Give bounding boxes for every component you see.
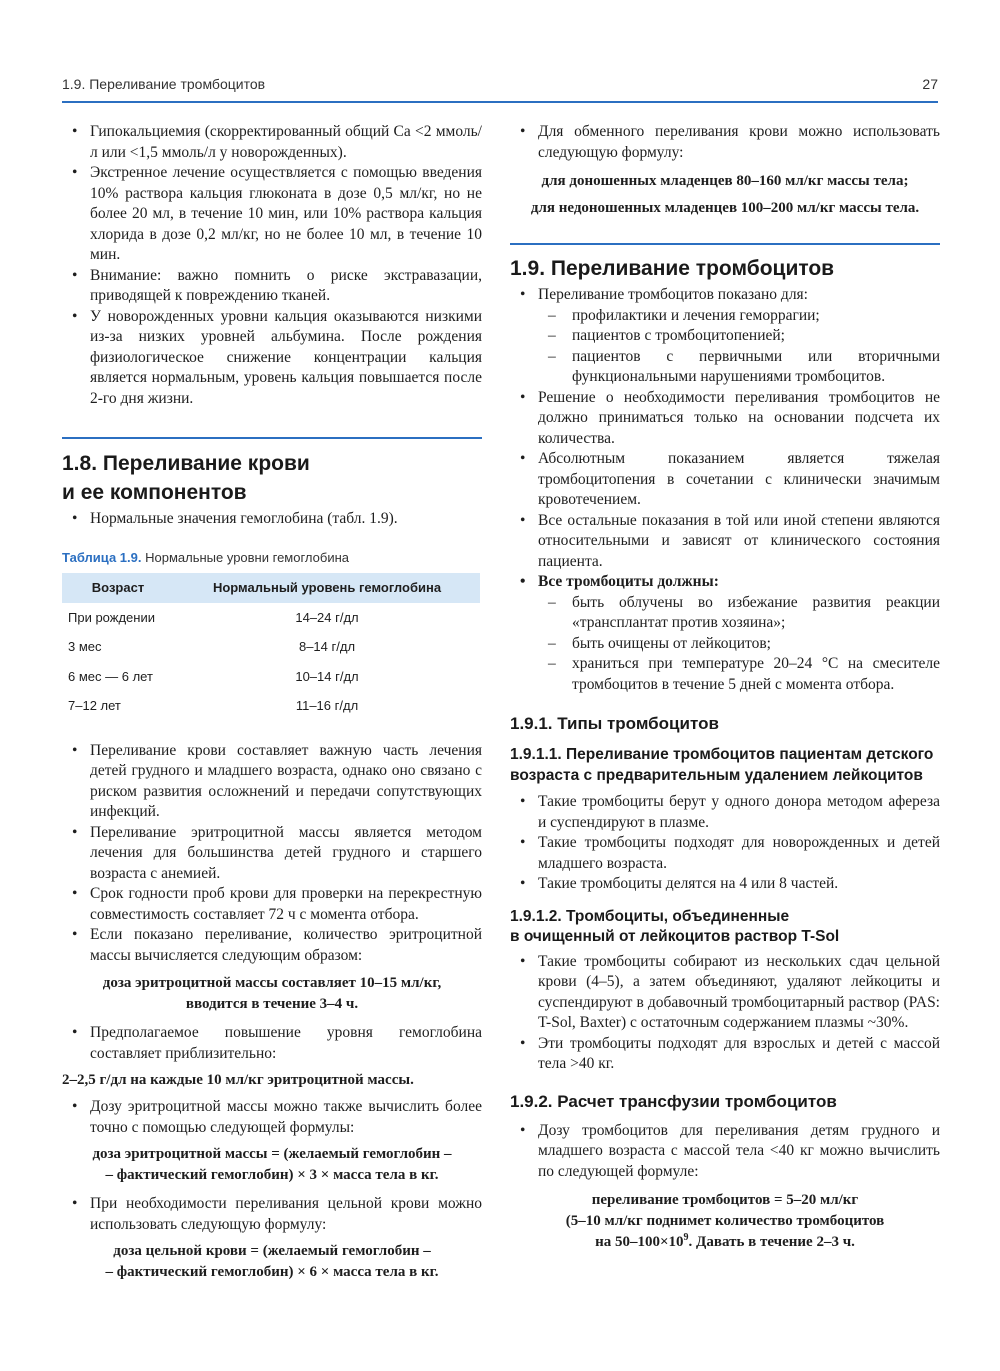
hemoglobin-table xyxy=(62,573,480,721)
section-rule xyxy=(62,437,482,439)
indicated-bullet xyxy=(510,285,940,306)
increase-bullet xyxy=(62,1023,482,1064)
table-header-cell: Возраст xyxy=(62,573,174,603)
page-number: 27 xyxy=(922,76,938,92)
formula-platelets xyxy=(510,1190,940,1253)
list-item: – пациентов с первичными или вторичными функциональными нарушениями тромбоцитов. xyxy=(510,347,940,388)
formula-line: вводится в течение 3–4 ч. xyxy=(185,996,359,1012)
section-title-line2: и ее компонентов xyxy=(62,481,247,504)
list-item: • Такие тромбоциты делятся на 4 или 8 частей. xyxy=(510,874,940,895)
list-item: • Все тромбоциты должны: xyxy=(510,572,940,593)
list-item: • Переливание тромбоцитов показано для: xyxy=(510,285,940,306)
formula-line: переливание тромбоцитов = 5–20 мл/кг xyxy=(591,1192,859,1208)
list-item: – профилактики и лечения геморрагии; xyxy=(510,306,940,327)
formula-part: . Давать в течение 2–3 ч. xyxy=(688,1234,855,1250)
list-item: – быть очищены от лейкоцитов; xyxy=(510,634,940,655)
formula-line: доза цельной крови = (желаемый гемоглобин – xyxy=(113,1243,431,1259)
subsection-line: 1.9.1.2. Тромбоциты, объединенные xyxy=(510,907,790,925)
list-item: • Эти тромбоциты подходят для взрослых и детей с массой тела >40 кг. xyxy=(510,1034,940,1075)
table-cell: 7–12 лет xyxy=(68,698,121,714)
transfusion-bullets xyxy=(62,741,482,967)
list-item: • У новорожденных уровни кальция оказываются низкими из-за низких уровней альбумина. После рождения физиологическое снижение концентрации кальция является нормальным, уровень кальция повышается после 2-го дня жизни. xyxy=(62,307,482,410)
list-item: • Такие тромбоциты берут у одного донора методом афереза и суспендируют в плазме. xyxy=(510,792,940,833)
table-cell: 8–14 г/дл xyxy=(298,639,356,655)
list-item: • Решение о необходимости переливания тромбоцитов не должно приниматься только на основании подсчета их количества. xyxy=(510,388,940,450)
list-item: • Дозу эритроцитной массы можно также вычислить более точно с помощью следующей формулы: xyxy=(62,1097,482,1138)
formula-rbc-dose xyxy=(62,973,482,1015)
formula-whole-blood xyxy=(62,1241,482,1283)
list-item: • При необходимости переливания цельной крови можно использовать следующую формулу: xyxy=(62,1194,482,1235)
exchange-bullet xyxy=(510,122,940,163)
table-row xyxy=(62,691,480,721)
running-title: 1.9. Переливание тромбоцитов xyxy=(62,76,266,92)
left-column xyxy=(62,122,482,1283)
list-item: – пациентов с тромбоцитопенией; xyxy=(510,326,940,347)
list-item: • Экстренное лечение осуществляется с помощью введения 10% раствора кальция глюконата в дозе 0,5 мл/кг, но не более 20 мл, в течение 10 мин, или 10% раствора кальция хлорида в дозе 0,2 мл/кг, но не более 10 мл, в течение 10 мин. xyxy=(62,163,482,266)
subsection-calc: 1.9.2. Расчет трансфузии тромбоцитов xyxy=(510,1091,837,1111)
right-column xyxy=(510,122,940,1253)
table-cell: 14–24 г/дл xyxy=(295,609,359,625)
table-header-row xyxy=(62,573,480,603)
indicated-dash-list xyxy=(510,306,940,388)
subsection-types: 1.9.1. Типы тромбоцитов xyxy=(510,714,719,733)
table-caption-text: Нормальные уровни гемоглобина xyxy=(141,549,349,565)
formula-line: 2–2,5 г/дл на каждые 10 мл/кг эритроцитной массы. xyxy=(62,1072,414,1088)
list-item: • Абсолютным показанием является тяжелая тромбоцитопения в сочетании с клинически значимым кровотечением. xyxy=(510,449,940,511)
norm-bullet xyxy=(62,509,482,530)
subsection-line: в очищенный от лейкоцитов раствор T-Sol xyxy=(510,928,840,945)
list-item: • Предполагаемое повышение уровня гемоглобина составляет приблизительно: xyxy=(62,1023,482,1064)
formula-exchange xyxy=(510,171,940,219)
formula-line: (5–10 мл/кг поднимет количество тромбоцитов xyxy=(565,1213,885,1229)
precise-bullet xyxy=(62,1097,482,1138)
table-header-cell: Нормальный уровень гемоглобина xyxy=(174,573,480,603)
calc-bullet xyxy=(510,1121,940,1183)
list-item: • Нормальные значения гемоглобина (табл. 1.9). xyxy=(62,509,482,530)
apheresis-bullets xyxy=(510,792,940,895)
table-caption xyxy=(62,550,482,565)
formula-exponent: 9 xyxy=(683,1232,689,1243)
table-row xyxy=(62,603,480,633)
table-cell: 11–16 г/дл xyxy=(295,698,359,714)
formula-line xyxy=(595,1234,855,1250)
section-title-blood xyxy=(62,449,482,507)
table-cell: 6 мес — 6 лет xyxy=(68,668,153,684)
list-item: • Дозу тромбоцитов для переливания детям грудного и младшего возраста с массой тела <40 кг можно вычислить по следующей формуле: xyxy=(510,1121,940,1183)
formula-line: для доношенных младенцев 80–160 мл/кг массы тела; xyxy=(541,173,909,189)
pooled-bullets xyxy=(510,952,940,1075)
list-item: • Все остальные показания в той или иной степени являются относительными и зависят от клинического состояния пациента. xyxy=(510,511,940,573)
decision-bullets xyxy=(510,388,940,593)
list-item: – быть облучены во избежание развития реакции «трансплантат против хозяина»; xyxy=(510,593,940,634)
formula-hb-increase xyxy=(62,1070,482,1091)
section-title-platelets: 1.9. Переливание тромбоцитов xyxy=(510,257,835,280)
section-title-line1: 1.8. Переливание крови xyxy=(62,452,310,475)
formula-line: доза эритроцитной массы составляет 10–15 мл/кг, xyxy=(102,975,442,991)
table-cell: При рождении xyxy=(68,609,155,625)
calcium-bullets xyxy=(62,122,482,409)
table-cell: 10–14 г/дл xyxy=(295,668,359,684)
list-item: • Переливание крови составляет важную часть лечения детей грудного и младшего возраста, однако оно связано с риском развития осложнений и передачи сопутствующих инфекций. xyxy=(62,741,482,823)
whole-blood-bullet xyxy=(62,1194,482,1235)
formula-rbc-precise xyxy=(62,1144,482,1186)
formula-line: – фактический гемоглобин) × 6 × масса тела в кг. xyxy=(105,1264,439,1280)
section-rule xyxy=(510,243,940,245)
list-item: – храниться при температуре 20–24 °C на смесителе тромбоцитов в течение 5 дней с момента отбора. xyxy=(510,654,940,695)
must-dash-list xyxy=(510,593,940,696)
list-item: • Срок годности проб крови для проверки на перекрестную совместимость составляет 72 ч с момента отбора. xyxy=(62,884,482,925)
list-item: • Для обменного переливания крови можно использовать следующую формулу: xyxy=(510,122,940,163)
formula-part: на 50–100×10 xyxy=(595,1234,684,1250)
table-row xyxy=(62,662,480,692)
header-rule xyxy=(62,101,938,103)
list-item: • Гипокальциемия (скорректированный общий Са <2 ммоль/л или <1,5 ммоль/л у новорожденных). xyxy=(62,122,482,163)
formula-line: доза эритроцитной массы = (желаемый гемоглобин – xyxy=(92,1146,452,1162)
running-head xyxy=(62,76,938,92)
list-item: • Если показано переливание, количество эритроцитной массы вычисляется следующим образом: xyxy=(62,925,482,966)
list-item: • Такие тромбоциты собирают из нескольких сдач цельной крови (4–5), а затем объединяют, удаляют лейкоциты и суспендируют в добавочный тромбоцитарный раствор (PAS: T-Sol, Baxter) с остаточным содержанием плазмы ~30%. xyxy=(510,952,940,1034)
table-cell: 3 мес xyxy=(68,639,102,655)
table-caption-label: Таблица 1.9. xyxy=(62,549,142,565)
list-item: • Внимание: важно помнить о риске экстравазации, приводящей к повреждению тканей. xyxy=(62,266,482,307)
subsection-1912 xyxy=(510,907,940,948)
list-item: • Такие тромбоциты подходят для новорожденных и детей младшего возраста. xyxy=(510,833,940,874)
table-row xyxy=(62,632,480,662)
formula-line: – фактический гемоглобин) × 3 × масса тела в кг. xyxy=(105,1167,439,1183)
list-item: • Переливание эритроцитной массы является методом лечения для большинства детей грудного и старшего возраста с анемией. xyxy=(62,823,482,885)
formula-line: для недоношенных младенцев 100–200 мл/кг массы тела. xyxy=(530,200,920,216)
subsection-1911: 1.9.1.1. Переливание тромбоцитов пациентам детского возраста с предварительным удалением лейкоцитов xyxy=(510,746,934,784)
